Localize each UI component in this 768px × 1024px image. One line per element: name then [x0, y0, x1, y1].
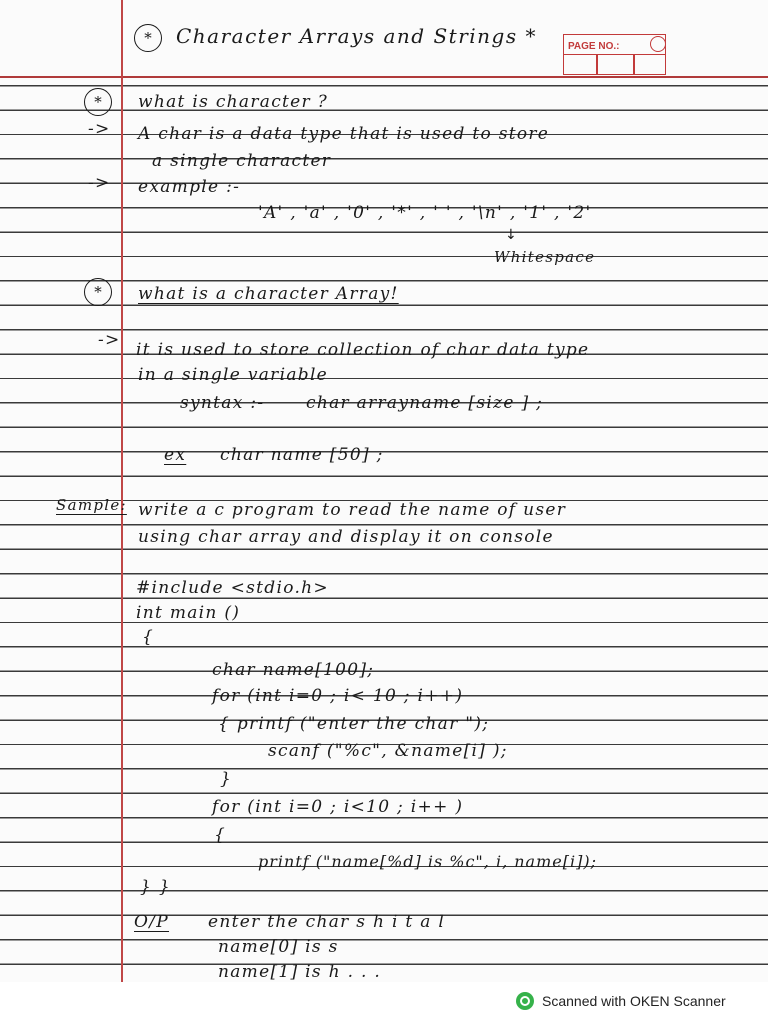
brand-logo-icon — [650, 36, 666, 52]
output-line: name[1] is h . . . — [218, 962, 382, 982]
down-arrow-icon: ↓ — [505, 227, 517, 243]
section1-question: what is character ? — [138, 92, 329, 112]
scanner-text: Scanned with OKEN Scanner — [542, 993, 726, 1009]
char-examples: 'A' , 'a' , '0' , '*' , ' ' , '\n' , '1' , '2' — [258, 203, 592, 223]
page-number-cells — [564, 54, 665, 74]
sample-label: Sample: — [56, 496, 127, 514]
margin-line — [121, 0, 123, 982]
code-line: char name[100]; — [212, 660, 375, 680]
code-line: scanf ("%c", &name[i] ); — [268, 741, 508, 761]
section2-bullet-circle: * — [84, 278, 112, 306]
section2-line2: in a single variable — [138, 365, 329, 385]
code-line: { — [214, 825, 227, 845]
code-line: #include <stdio.h> — [136, 578, 329, 598]
example-label: example :- — [138, 177, 241, 197]
section2-line1: it is used to store collection of char data type — [136, 340, 590, 360]
sample-line2: using char array and display it on console — [138, 527, 554, 547]
code-line: { — [142, 627, 155, 647]
code-line: for (int i=0 ; i<10 ; i++ ) — [212, 797, 464, 817]
output-line: enter the char s h i t a l — [208, 912, 446, 932]
code-line: printf ("name[%d] is %c", i, name[i]); — [258, 852, 597, 871]
code-line: } — [220, 769, 233, 789]
output-label: O/P — [134, 912, 170, 932]
section2-arrow: -> — [98, 330, 121, 350]
code-line: int main () — [136, 603, 241, 623]
title-bullet-circle: * — [134, 24, 162, 52]
scanner-watermark — [516, 990, 726, 1012]
ex-label: ex — [164, 445, 187, 465]
code-line: { printf ("enter the char "); — [218, 714, 490, 734]
output-line: name[0] is s — [218, 937, 339, 957]
page-title: Character Arrays and Strings * — [176, 24, 537, 48]
section1-line1: A char is a data type that is used to store — [138, 124, 550, 144]
sample-line1: write a c program to read the name of user — [138, 500, 567, 520]
whitespace-note: Whitespace — [494, 248, 596, 266]
section1-bullet-circle: * — [84, 88, 112, 116]
header-rule — [0, 76, 768, 78]
code-line: for (int i=0 ; i< 10 ; i++) — [212, 686, 464, 706]
syntax-code: char arrayname [size ] ; — [306, 393, 544, 413]
section2-question: what is a character Array! — [138, 284, 399, 304]
page-number-label: PAGE NO.: — [568, 41, 620, 52]
ex-code: char name [50] ; — [220, 445, 384, 465]
syntax-label: syntax :- — [180, 393, 265, 413]
section1-arrow1: -> — [88, 119, 111, 139]
section1-arrow2: -> — [88, 173, 111, 193]
section1-line2: a single character — [152, 151, 332, 171]
scanner-logo-icon — [516, 992, 534, 1010]
code-line: } } — [140, 877, 171, 897]
